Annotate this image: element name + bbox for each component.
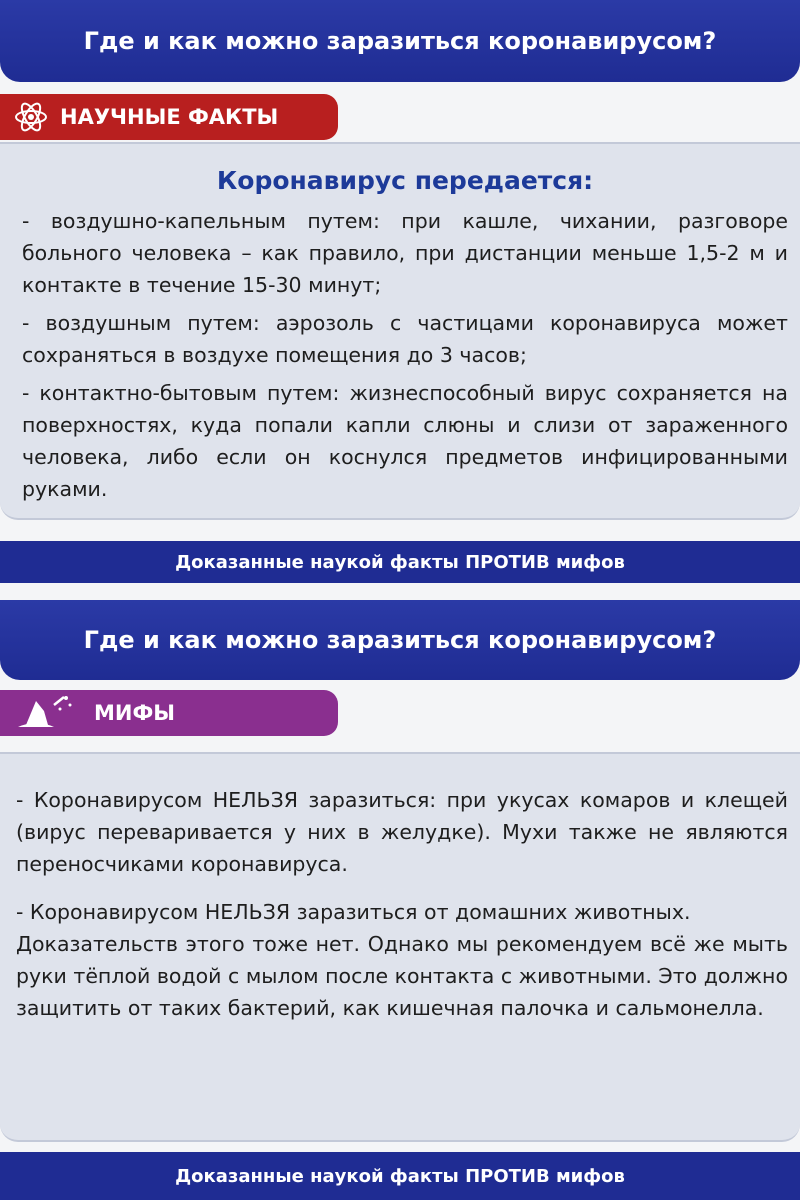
myths-paragraph-2: - Коронавирусом НЕЛЬЗЯ заразиться от домашних животных. (16, 900, 691, 924)
section1-footer (0, 541, 800, 583)
facts-subtitle: Коронавирус передается: (216, 166, 594, 195)
facts-paragraph-1: - воздушно-капельным путем: при кашле, чихании, разговоре больного человека – как правило, при дистанции меньше 1,5-2 м и контакте в течение 15-30 минут; (22, 209, 788, 297)
myths-paragraph-1: - Коронавирусом НЕЛЬЗЯ заразиться: при укусах комаров и клещей (вирус переваривается у них в желудке). Мухи также не являются переносчиками коронавируса. (16, 788, 788, 876)
section2-banner (0, 600, 800, 680)
facts-tag-label: НАУЧНЫЕ ФАКТЫ (60, 105, 279, 129)
facts-paragraph-2: - воздушным путем: аэрозоль с частицами коронавируса может сохраняться в воздухе помещения до 3 часов; (22, 311, 788, 367)
facts-tag (0, 94, 338, 140)
section2-footer-text: Доказанные наукой факты ПРОТИВ мифов (175, 1165, 625, 1187)
section2-banner-title: Где и как можно заразиться коронавирусом? (83, 626, 717, 654)
facts-panel (0, 142, 800, 520)
myths-paragraph-3: Доказательств этого тоже нет. Однако мы рекомендуем всё же мыть руки тёплой водой с мылом после контакта с животными. Это должно защитить от таких бактерий, как кишечная палочка и сальмонелла. (16, 932, 788, 1020)
myths-tag (0, 690, 338, 736)
section2-footer (0, 1152, 800, 1200)
wizard-hat-icon (14, 695, 74, 731)
atom-icon (14, 102, 48, 132)
section1-banner-title: Где и как можно заразиться коронавирусом? (83, 27, 717, 55)
myths-panel (0, 752, 800, 1142)
myths-tag-label: МИФЫ (94, 701, 176, 725)
section1-banner (0, 0, 800, 82)
section1-footer-text: Доказанные наукой факты ПРОТИВ мифов (175, 551, 625, 573)
facts-paragraph-3: - контактно-бытовым путем: жизнеспособный вирус сохраняется на поверхностях, куда попали капли слюны и слизи от зараженного человека, либо если он коснулся предметов инфицированными руками. (22, 381, 788, 501)
